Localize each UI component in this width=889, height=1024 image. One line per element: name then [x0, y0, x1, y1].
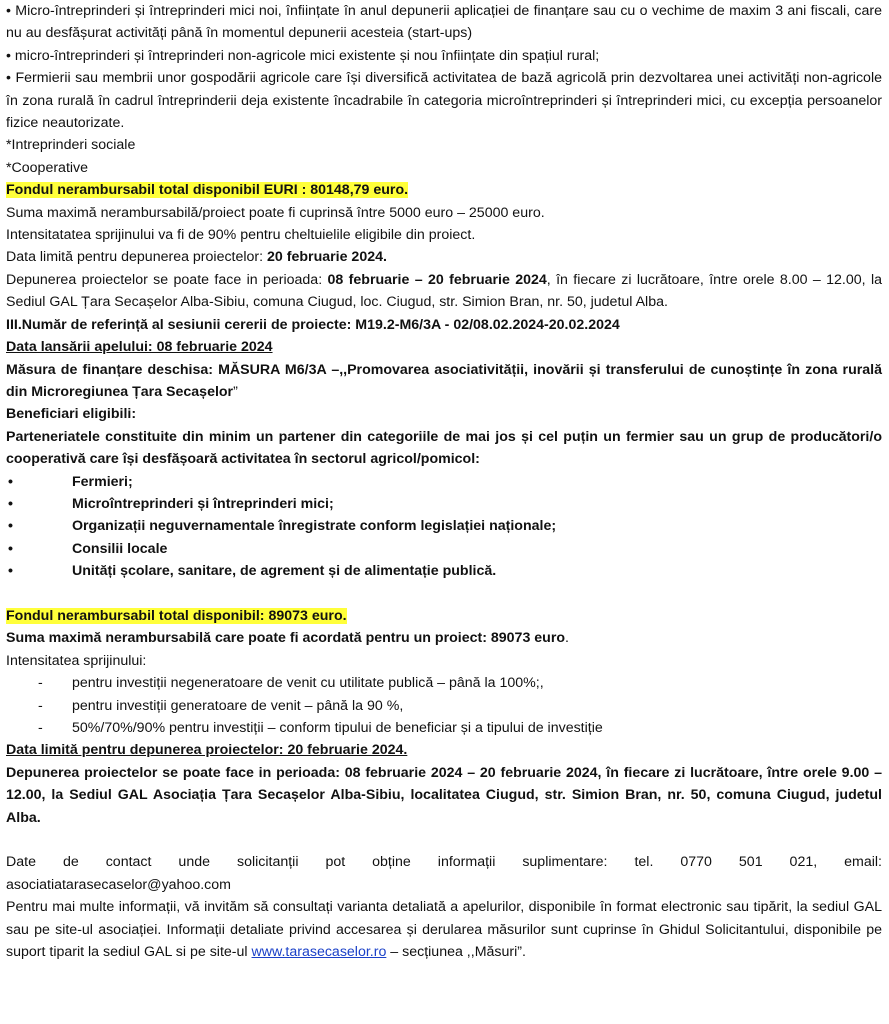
list-item: - pentru investiții generatoare de venit – până la 90 %,	[38, 697, 404, 714]
website-link[interactable]: www.tarasecaselor.ro	[251, 944, 387, 961]
eligible-farmers: • Fermierii sau membrii unor gospodării agricole care își diversifică activitatea de bază agricolă prin dezvoltarea unei activități non-agricole în zona rurală în cadrul întreprinderii deja existente încadrabile în categoria microîntreprinderi și întreprinderi mici, cu excepția persoanelor fizice neautorizate.	[6, 70, 882, 132]
eligible-cooperatives: *Cooperative	[6, 159, 89, 176]
session-reference: III.Număr de referință al sesiunii cererii de proiecte: M19.2-M6/3A - 02/08.02.2024-20.02.2024	[6, 316, 620, 333]
beneficiaries-title: Beneficiari eligibili:	[6, 406, 137, 423]
fund-total-euri: Fondul nerambursabil total disponibil EURI : 80148,79 euro.	[6, 182, 409, 199]
fund-total-m6: Fondul nerambursabil total disponibil: 89073 euro.	[6, 607, 347, 624]
list-item: - pentru investiții negeneratoare de venit cu utilitate publică – până la 100%;,	[38, 675, 544, 692]
eligible-startups: • Micro-întreprinderi și întreprinderi mici noi, înființate în anul depunerii aplicației de finanțare sau cu o vechime de maxim 3 ani fiscali, care nu au desfășurat activități până în momentul depunerii acesteia (start-ups)	[6, 3, 882, 42]
launch-date: Data lansării apelului: 08 februarie 2024	[6, 339, 273, 356]
support-intensity: Intensitatatea sprijinului va fi de 90% pentru cheltuielile eligibile din proiect.	[6, 227, 476, 244]
beneficiary-list	[6, 471, 882, 583]
intensity-list	[6, 672, 882, 739]
list-item: - 50%/70%/90% pentru investiții – conform tipului de beneficiar și a tipului de investiție	[38, 719, 603, 736]
submission-info-m6: Depunerea proiectelor se poate face in perioada: 08 februarie 2024 – 20 februarie 2024, în fiecare zi lucrătoare, între orele 9.00 – 12.00, la Sediul GAL Asociația Țara Secașelor Alba-Sibiu, localitatea Ciugud, str. Simion Bran, nr. 50, comuna Ciugud, judetul Alba.	[6, 764, 882, 826]
deadline-m6: Data limită pentru depunerea proiectelor: 20 februarie 2024.	[6, 742, 408, 759]
eligible-social: *Intreprinderi sociale	[6, 137, 136, 154]
list-item: • Microîntreprinderi și întreprinderi mici;	[8, 495, 334, 512]
max-per-project-m6: Suma maximă nerambursabilă care poate fi acordată pentru un proiect: 89073 euro.	[6, 630, 569, 647]
submission-info: Depunerea proiectelor se poate face in perioada: 08 februarie – 20 februarie 2024, în fiecare zi lucrătoare, între orele 8.00 – 12.00, la Sediul GAL Țara Secașelor Alba-Sibiu, comuna Ciugud, loc. Ciugud, str. Simion Bran, nr. 50, judetul Alba.	[6, 271, 882, 311]
list-item: • Consilii locale	[8, 540, 168, 557]
partnerships-text: Parteneriatele constituite din minim un partener din categoriile de mai jos și cel puțin un fermier sau un grup de producători/o cooperativă care își desfășoară activitatea în sectorul agricol/pomicol:	[6, 428, 882, 468]
eligible-non-agri: • micro-întreprinderi și întreprinderi non-agricole mici existente și nou înființate din spațiul rural;	[6, 47, 600, 64]
intensity-title: Intensitatea sprijinului:	[6, 652, 147, 669]
contact-email: asociatiatarasecaselor@yahoo.com	[6, 876, 231, 893]
max-per-project: Suma maximă nerambursabilă/proiect poate fi cuprinsă între 5000 euro – 25000 euro.	[6, 204, 545, 221]
contact-line: Date de contact unde solicitanții pot obține informații suplimentare: tel. 0770 501 021, email:	[6, 854, 882, 871]
spacer	[6, 829, 882, 851]
list-item: • Organizații neguvernamentale înregistrate conform legislației naționale;	[8, 518, 557, 535]
list-item: • Unități școlare, sanitare, de agrement și de alimentație publică.	[8, 563, 497, 580]
list-item: • Fermieri;	[8, 473, 133, 490]
measure-title: Măsura de finanțare deschisa: MĂSURA M6/3A –,,Promovarea asociativității, inovării și transferului de cunoștințe în zona rurală din Microregiunea Țara Secașelor”	[6, 361, 882, 400]
spacer	[6, 583, 882, 605]
deadline: Data limită pentru depunerea proiectelor: 20 februarie 2024.	[6, 249, 387, 266]
more-info: Pentru mai multe informații, vă invităm să consultați varianta detaliată a apelurilor, disponibile în format electronic sau tipărit, la sediul GAL sau pe site-ul asociației. Informații detaliate privind accesarea și derularea măsurilor sunt cuprinse în Ghidul Solicitantului, disponibile pe suport tiparit la sediul GAL si pe site-ul www.tarasecaselor.ro – secțiunea ,,Măsuri”.	[6, 899, 882, 961]
